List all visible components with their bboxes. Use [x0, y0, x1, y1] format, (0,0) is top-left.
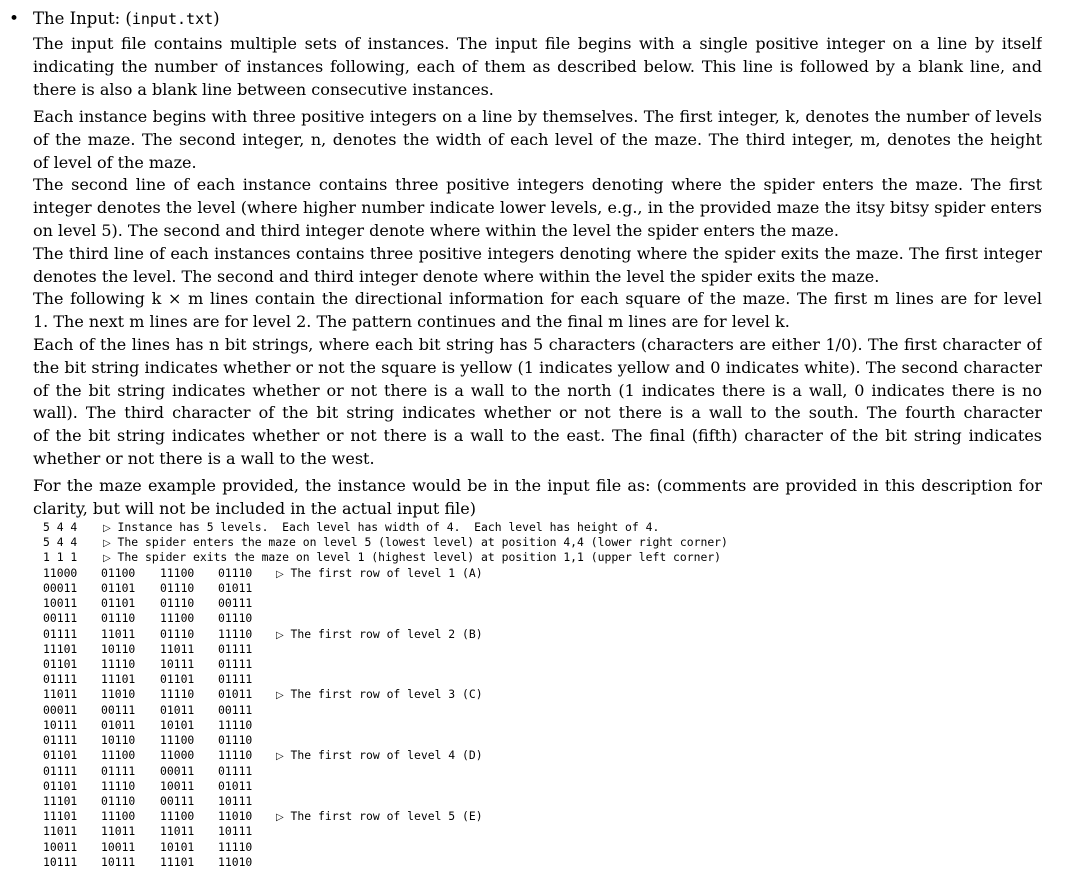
- bit-string: 11101: [101, 672, 136, 687]
- bit-string: 10111: [218, 793, 253, 808]
- bit-string: 00011: [160, 763, 195, 778]
- paragraph-line: For the maze example provided, the instance would be in the input file as: (comments are provided in this description for: [33, 476, 1042, 495]
- header-row: [43, 520, 943, 535]
- comment-text: The first row of level 2 (B): [283, 626, 483, 641]
- bit-string: 11010: [218, 854, 253, 869]
- comment-text: Instance has 5 levels. Each level has width of 4. Each level has height of 4.: [110, 520, 660, 534]
- bit-string: 01111: [218, 672, 253, 687]
- bit-string: 11011: [101, 824, 136, 839]
- maze-row: [43, 809, 943, 824]
- paragraph-line: on level 5). The second and third integer denote where within the level the spider enters the maze.: [33, 220, 839, 240]
- maze-row: [43, 779, 943, 794]
- bit-string: 11100: [160, 611, 195, 626]
- bit-string: 01011: [160, 702, 195, 717]
- bit-string: 01111: [101, 763, 136, 778]
- paragraph: [33, 334, 1042, 471]
- bit-string: 01011: [101, 717, 136, 732]
- bit-string: 01110: [101, 611, 136, 626]
- bit-string: 01101: [101, 580, 136, 595]
- paragraph-line: the bit string indicates whether or not the square is yellow (1 indicates yellow and 0 indicates white). The second character: [33, 357, 1042, 377]
- bit-string: 01110: [160, 596, 195, 611]
- maze-row: [43, 824, 943, 839]
- comment-triangle-icon: ▷: [276, 812, 284, 824]
- level-comment: [276, 566, 483, 582]
- comment-triangle-icon: ▷: [103, 553, 111, 565]
- bit-string: 10101: [160, 717, 195, 732]
- comment-text: The first row of level 1 (A): [283, 565, 483, 580]
- maze-row: [43, 596, 943, 611]
- title-suffix: ): [213, 9, 220, 28]
- bit-string: 11000: [160, 748, 195, 763]
- title-prefix: The Input: (: [33, 9, 132, 28]
- maze-row: [43, 840, 943, 855]
- paragraph-line: 1. The next m lines are for level 2. The pattern continues and the final m lines are for level k.: [33, 311, 790, 331]
- comment-triangle-icon: ▷: [276, 568, 284, 580]
- bit-string: 00111: [218, 702, 253, 717]
- paragraph-line: integer denotes the level (where higher number indicate lower levels, e.g., in the provided maze the itsy bitsy spider enters: [33, 197, 1042, 217]
- bit-string: 01011: [218, 778, 253, 793]
- bit-string: 01110: [218, 733, 253, 748]
- bit-string: 01110: [218, 565, 253, 580]
- bit-string: 11100: [160, 809, 195, 824]
- maze-row: [43, 657, 943, 672]
- bit-string: 11000: [43, 565, 78, 580]
- bit-string: 10111: [43, 717, 78, 732]
- paragraph-line: wall). The third character of the bit string indicates whether or not there is a wall to the south. The fourth character: [33, 403, 1042, 423]
- bit-string: 11101: [43, 793, 78, 808]
- paragraph: [33, 243, 1042, 289]
- bit-string: 10110: [101, 733, 136, 748]
- paragraph: [33, 33, 1042, 101]
- bit-string: 01111: [43, 626, 78, 641]
- paragraph: [33, 106, 1042, 174]
- paragraph-line: The second line of each instance contains three positive integers denoting where the spider enters the maze. The first: [33, 175, 1042, 194]
- paragraph: [33, 288, 1042, 334]
- bit-string: 00111: [160, 793, 195, 808]
- bit-string: 10111: [43, 854, 78, 869]
- bit-string: 11010: [218, 809, 253, 824]
- bit-string: 01111: [43, 763, 78, 778]
- level-comment: [276, 627, 483, 643]
- paragraph-line: of the bit string indicates whether or not there is a wall to the east. The final (fifth) character of the bit string indicates: [33, 426, 1042, 446]
- bit-string: 11100: [101, 748, 136, 763]
- section-title: [33, 7, 220, 31]
- bit-string: 01011: [218, 580, 253, 595]
- bit-string: 11100: [101, 809, 136, 824]
- paragraph-line: indicating the number of instances following, each of them as described below. This line is followed by a blank line, and: [33, 56, 1042, 76]
- paragraph-line: denotes the level. The second and third integer denote where within the level the spider exits the maze.: [33, 266, 880, 286]
- bit-string: 10111: [218, 824, 253, 839]
- bit-string: 01101: [160, 672, 195, 687]
- maze-row: [43, 687, 943, 702]
- bit-string: 00111: [43, 611, 78, 626]
- maze-row: [43, 642, 943, 657]
- bit-string: 01110: [218, 611, 253, 626]
- maze-row: [43, 627, 943, 642]
- bit-string: 10110: [101, 641, 136, 656]
- bit-string: 11101: [160, 854, 195, 869]
- bit-string: 11100: [160, 733, 195, 748]
- header-comment: [103, 535, 728, 551]
- maze-row: [43, 703, 943, 718]
- bit-string: 11110: [160, 687, 195, 702]
- bit-string: 01011: [218, 687, 253, 702]
- bit-string: 00011: [43, 702, 78, 717]
- bit-string: 11110: [101, 656, 136, 671]
- header-values: 5 4 4: [43, 535, 78, 550]
- bit-string: 01101: [43, 778, 78, 793]
- bit-string: 10011: [43, 839, 78, 854]
- header-values: 5 4 4: [43, 520, 78, 534]
- example-input-listing: [43, 520, 943, 870]
- maze-row: [43, 611, 943, 626]
- bit-string: 10011: [43, 596, 78, 611]
- comment-text: The first row of level 4 (D): [283, 748, 483, 763]
- bit-string: 01100: [101, 565, 136, 580]
- maze-row: [43, 566, 943, 581]
- bit-string: 11110: [101, 778, 136, 793]
- bit-string: 01110: [160, 580, 195, 595]
- paragraph-line: whether or not there is a wall to the west.: [33, 448, 375, 468]
- filename: input.txt: [131, 10, 214, 28]
- paragraph-line: there is also a blank line between consecutive instances.: [33, 79, 494, 99]
- bit-string: 11011: [43, 824, 78, 839]
- bit-string: 01111: [218, 641, 253, 656]
- comment-text: The first row of level 5 (E): [283, 809, 483, 824]
- bit-string: 11011: [160, 824, 195, 839]
- bit-string: 11110: [218, 626, 253, 641]
- bit-string: 01111: [218, 656, 253, 671]
- comment-triangle-icon: ▷: [276, 629, 284, 641]
- level-comment: [276, 687, 483, 703]
- bit-string: 01101: [101, 596, 136, 611]
- paragraph-line: The input file contains multiple sets of instances. The input file begins with a single positive integer on a line by itself: [33, 34, 1042, 53]
- comment-triangle-icon: ▷: [276, 690, 284, 702]
- bit-string: 11110: [218, 717, 253, 732]
- paragraph-line: The following k × m lines contain the directional information for each square of the maze. The first m lines are for level: [33, 289, 1042, 308]
- bit-string: 01111: [43, 733, 78, 748]
- bit-string: 10101: [160, 839, 195, 854]
- header-row: [43, 535, 943, 550]
- bit-string: 01111: [43, 672, 78, 687]
- comment-triangle-icon: ▷: [276, 751, 284, 763]
- comment-text: The first row of level 3 (C): [283, 687, 483, 702]
- bit-string: 00111: [101, 702, 136, 717]
- paragraph-line: of level of the maze.: [33, 152, 197, 172]
- bit-string: 11011: [43, 687, 78, 702]
- comment-text: The spider exits the maze on level 1 (highest level) at position 1,1 (upper left corner): [110, 550, 722, 565]
- bit-string: 01111: [218, 763, 253, 778]
- input-section-heading: [0, 7, 1065, 31]
- bit-string: 00011: [43, 580, 78, 595]
- bit-string: 11110: [218, 839, 253, 854]
- bit-string: 11011: [101, 626, 136, 641]
- header-row: [43, 550, 943, 565]
- paragraph-line: Each instance begins with three positive integers on a line by themselves. The first integer, k, denotes the number of levels: [33, 107, 1042, 126]
- maze-row: [43, 672, 943, 687]
- paragraph-line: clarity, but will not be included in the actual input file): [33, 498, 476, 518]
- paragraph: [33, 475, 1042, 521]
- maze-row: [43, 855, 943, 870]
- paragraph: [33, 174, 1042, 242]
- bit-string: 01101: [43, 656, 78, 671]
- bit-string: 11110: [218, 748, 253, 763]
- bit-string: 10111: [160, 656, 195, 671]
- paragraph-line: Each of the lines has n bit strings, where each bit string has 5 characters (characters are either 1/0). The first character of: [33, 335, 1042, 354]
- paragraph-line: of the bit string indicates whether or not there is a wall to the north (1 indicates there is a wall, 0 indicates there is no: [33, 380, 1042, 400]
- bit-string: 11011: [160, 641, 195, 656]
- bit-string: 01101: [43, 748, 78, 763]
- bullet-icon: •: [9, 9, 20, 29]
- bit-string: 11101: [43, 641, 78, 656]
- comment-triangle-icon: ▷: [103, 523, 111, 534]
- level-comment: [276, 748, 483, 764]
- maze-row: [43, 794, 943, 809]
- level-comment: [276, 809, 483, 825]
- bit-string: 11100: [160, 565, 195, 580]
- maze-row: [43, 764, 943, 779]
- header-comment: [103, 520, 659, 536]
- bit-string: 10011: [101, 839, 136, 854]
- maze-row: [43, 748, 943, 763]
- maze-row: [43, 733, 943, 748]
- bit-string: 00111: [218, 596, 253, 611]
- bit-string: 10011: [160, 778, 195, 793]
- paragraph-line: The third line of each instances contains three positive integers denoting where the spider exits the maze. The first integer: [33, 244, 1042, 263]
- bit-string: 01110: [101, 793, 136, 808]
- header-values: 1 1 1: [43, 550, 78, 565]
- maze-row: [43, 581, 943, 596]
- bit-string: 11101: [43, 809, 78, 824]
- bit-string: 10111: [101, 854, 136, 869]
- comment-text: The spider enters the maze on level 5 (lowest level) at position 4,4 (lower right corner): [110, 535, 728, 550]
- maze-row: [43, 718, 943, 733]
- paragraph-line: of the maze. The second integer, n, denotes the width of each level of the maze. The third integer, m, denotes the height: [33, 129, 1042, 149]
- comment-triangle-icon: ▷: [103, 538, 111, 550]
- bit-string: 01110: [160, 626, 195, 641]
- bit-string: 11010: [101, 687, 136, 702]
- header-comment: [103, 550, 721, 566]
